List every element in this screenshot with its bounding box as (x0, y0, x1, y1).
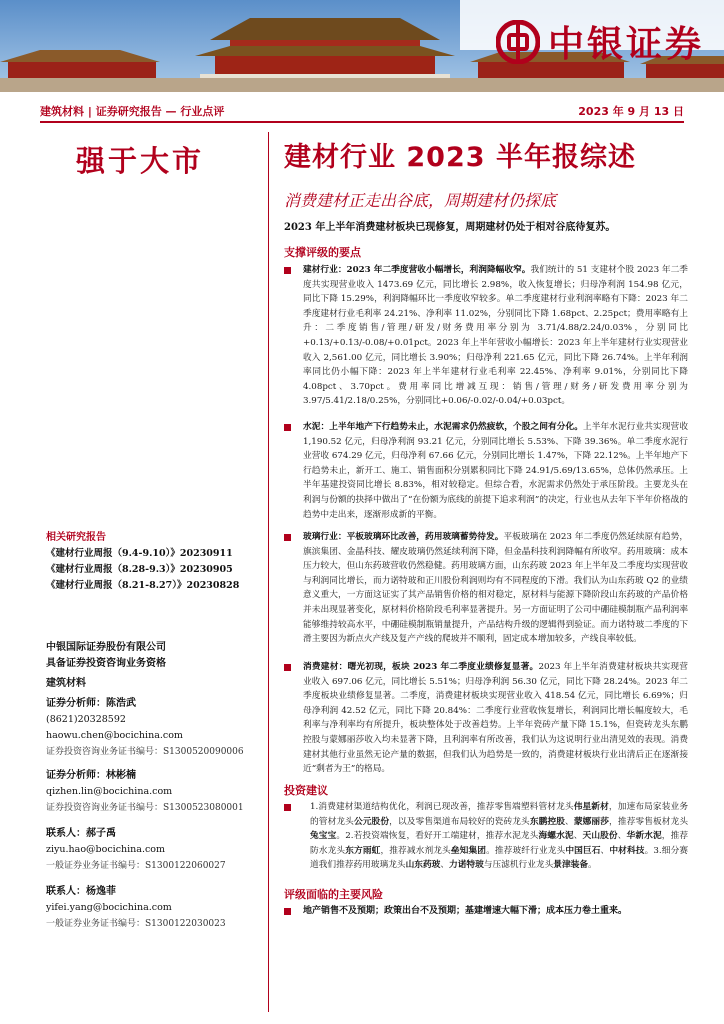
header-banner (0, 0, 724, 92)
report-date: 2023 年 9 月 13 日 (578, 105, 684, 118)
bullet-consumer-materials (284, 660, 688, 778)
boc-logo-icon (496, 20, 540, 64)
text-run: 。2.若投资端恢复，看好开工端建材，推荐水泥龙头 (336, 831, 539, 842)
section-title-key-points: 支撑评级的要点 (284, 246, 361, 259)
risk-item (284, 904, 688, 919)
risk-text: 地产销售不及预期；政策出台不及预期；基建增速大幅下滑；成本压力卷土重来。 (303, 906, 628, 916)
stock-name: 力诺特玻 (449, 860, 484, 871)
bullet-lead: 消费建材：曙光初现，板块 2023 年二季度业绩修复显著。 (303, 662, 539, 672)
text-run: 。3.细分赛道我们推荐药用玻璃龙头 (310, 845, 688, 871)
bullet-cement (284, 420, 688, 526)
stock-name: 景津装备 (553, 860, 588, 871)
report-summary: 2023 年上半年消费建材板块已现修复，周期建材仍处于相对谷底待复苏。 (284, 222, 616, 233)
stock-name: 中材科技 (609, 845, 645, 856)
text-run: 。 (588, 860, 597, 871)
contact-block (46, 884, 268, 932)
text-run: 与压滤机行业龙头 (483, 860, 554, 871)
section-title-investment: 投资建议 (284, 784, 328, 797)
contact-block (46, 826, 268, 874)
contact-email[interactable]: yifei.yang@bocichina.com (46, 902, 172, 913)
analyst-name: 证券分析师：陈浩武 (46, 698, 136, 709)
separator: — (165, 105, 181, 118)
bullet-marker (284, 908, 291, 915)
text-run: 、 (565, 816, 574, 827)
stock-name: 东鹏控股 (529, 816, 566, 827)
stock-name: 垒知集团 (450, 845, 487, 856)
analyst-email[interactable]: haowu.chen@bocichina.com (46, 730, 183, 741)
investment-advice (284, 800, 688, 884)
report-type-label: 证券研究报告 (95, 105, 162, 118)
brand-name: 中银证券 (547, 24, 704, 65)
related-report-item[interactable]: 《建材行业周报（8.21-8.27）》20230828 (46, 580, 240, 591)
text-run: 1.消费建材渠道结构优化，利润已现改善，推荐零售端塑料管材龙头 (310, 802, 574, 812)
analyst-block (46, 696, 268, 760)
brand-logo (496, 16, 704, 67)
bullet-text (303, 660, 688, 778)
bullet-body: 我们统计的 51 支建材个股 2023 年二季度共实现营业收入 1473.69 亿元，同比增长 2.98%，收入恢复增长；归母净利润 154.98 亿元，同比下降 15.29%，利润降幅环比一季度收窄较多。单二季度建材行业利润率略有下降：2023 年二季度建材行业毛利率 24.21%、净利率 11.02%，分别同比下降 1.68pct、2.25pct；费用率略有上升：二季度销售/管理/研发/财务费用率分别为 3.71/4.88/2.24/0.03%，分别同比+0.13/+0.13/-0.08/+0.01pct。2023 年上半年营收小幅增长：2023 年上半年建材行业实现营业收入 2,561.00 亿元，同比增长 3.90%；归母净利 221.65 亿元，同比下降 26.74%。上半年利润率同比仍小幅下降：2023 年上半年建材行业毛利率 22.45%、净利率 9.01%，分别同比下降 4.08pct、3.70pct。费用率同比增减互现：销售/管理/财务/研发费用率分别为 3.97/5.41/2.18/0.25%，分别同比+0.06/-0.02/-0.04/+0.03pct。 (303, 265, 688, 407)
contact-cert: 一般证券业务证书编号：S1300122030023 (46, 919, 226, 929)
bullet-lead: 建材行业：2023 年二季度营收小幅增长，利润降幅收窄。 (303, 265, 531, 275)
analyst-phone: (8621)20328592 (46, 714, 126, 725)
related-reports (46, 530, 266, 594)
text-run: ，推荐防水龙头 (310, 831, 688, 856)
related-report-item[interactable]: 《建材行业周报（8.28-9.3）》20230905 (46, 564, 233, 575)
bullet-body: 平板玻璃在 2023 年二季度仍然延续原有趋势，旗滨集团、金晶科技、耀皮玻璃仍然延续利润下降，但金晶科技利润降幅有所收窄。药用玻璃：成本压力较大，但山东药玻营收仍然稳健。药用玻璃方面，山东药玻 2023 年上半年及二季度均实现营收与利润同比增长，而力诺特玻和正川股份利润则均有不同程度的下滑。我们认为山东药玻 Q2 的业绩意义重大，一方面这证实了其产品销售价格的相对稳定，原材料与能源下降阶段山东药玻的产品价格并未出现显著变化，原材料价格阶段毛利率显著提升。另一方面证明了公司中硼硅模制瓶产品利润率能够维持较高水平，中硼硅模制瓶销量提升，产品结构升级的逻辑得到验证。而力诺特玻二季度的下滑主要因为新点火产线及复产产线的爬坡并不顺利，固定成本增加较多，产线良率较低。 (303, 532, 688, 645)
contact-name: 联系人：郝子禹 (46, 828, 116, 839)
bullet-lead: 玻璃行业：平板玻璃环比改善，药用玻璃蓄势待发。 (303, 532, 504, 542)
bullet-lead: 水泥：上半年地产下行趋势未止，水泥需求仍然疲软，个股之间有分化。 (303, 422, 584, 432)
stock-name: 公元股份 (353, 816, 390, 827)
related-report-item[interactable]: 《建材行业周报（9.4-9.10）》20230911 (46, 548, 233, 559)
bullet-marker (284, 267, 291, 274)
report-title: 建材行业 2023 半年报综述 (284, 142, 636, 173)
stock-name: 蒙娜丽莎 (573, 816, 610, 827)
text-run: ，推荐减水剂龙头 (380, 845, 451, 856)
text-run: 。推荐玻纤行业龙头 (486, 845, 566, 856)
text-run: 、 (617, 831, 627, 842)
stock-name: 中国巨石 (565, 845, 601, 856)
analyst-cert: 证券投资咨询业务证书编号：S1300523080001 (46, 803, 244, 813)
separator: | (87, 105, 96, 118)
stock-name: 海螺水泥 (538, 831, 574, 842)
section-title-risk: 评级面临的主要风险 (284, 888, 383, 901)
analyst-email[interactable]: qizhen.lin@bocichina.com (46, 786, 173, 797)
bullet-text (303, 420, 688, 526)
company-name: 中银国际证券股份有限公司 (46, 642, 166, 653)
bullet-body: 上半年水泥行业共实现营收 1,190.52 亿元，归母净利润 93.21 亿元，分别同比增长 5.53%、下降 39.36%。单二季度水泥行业营收 674.29 亿元，归母净利 67.66 亿元，分别同比增长 1.47%，下降 22.12%。上半年地产下行趋势未止，新开工、施工、销售面积分别累积同比下降 24.91/5.69/13.65%，总体仍然承压。上半年基建投资同比增长 8.83%，相对较稳定。但综合看，水泥需求仍然处于承压阶段。主要龙头在利润与份额的抉择中做出了“在份额为底线的前提下追求利润”的决定，行业也从去年下半年价格战的趋势中走出来，逐渐形成新的平衡。 (303, 422, 688, 520)
stock-name: 兔宝宝 (310, 831, 337, 842)
related-reports-title: 相关研究报告 (46, 532, 106, 543)
text-run: 、 (440, 860, 449, 871)
analyst-block (46, 768, 268, 816)
column-divider (268, 132, 269, 1012)
industry-label: 建筑材料 (46, 678, 86, 689)
report-meta-line (40, 101, 684, 121)
rating-label: 强于大市 (75, 144, 204, 178)
bullet-marker (284, 664, 291, 671)
text-run: 、 (600, 845, 610, 856)
bullet-building-materials (284, 263, 688, 415)
stock-name: 天山股份 (582, 831, 618, 842)
report-category-path (40, 103, 224, 119)
bullet-marker (284, 424, 291, 431)
stock-name: 伟星新材 (573, 802, 609, 812)
stock-name: 东方雨虹 (345, 845, 381, 856)
report-subtitle: 消费建材正走出谷底，周期建材仍探底 (284, 191, 557, 210)
sub-type-label: 行业点评 (180, 105, 225, 118)
contact-email[interactable]: ziyu.hao@bocichina.com (46, 844, 166, 855)
stock-name: 华新水泥 (626, 831, 662, 842)
investment-text (310, 800, 688, 884)
contact-cert: 一般证券业务证书编号：S1300122060027 (46, 861, 226, 871)
analyst-cert: 证券投资咨询业务证书编号：S1300520090006 (46, 747, 244, 757)
company-qualification: 具备证券投资咨询业务资格 (46, 658, 166, 669)
text-run: 、 (573, 831, 583, 842)
bullet-glass (284, 530, 688, 654)
bullet-text (303, 530, 688, 654)
text-run: ，加速布局家装业务的管材龙头 (310, 802, 688, 827)
header-rule (40, 121, 684, 123)
stock-name: 山东药玻 (405, 860, 441, 871)
bullet-body: 2023 年上半年消费建材板块共实现营业收入 697.06 亿元，同比增长 5.51%；归母净利润 56.30 亿元，同比下降 28.24%。2023 年二季度板块业绩修复显著。二季度，消费建材板块实现营业收入 418.54 亿元，同比增长 6.69%；归母净利润 42.52 亿元，同比下降 20.84%：二季度行业营收恢复增长，利润同比增长幅度较大，毛利率与净利率均有所提升，板块整体处于改善趋势。上半年瓷砖产量下降 15.1%，但瓷砖龙头东鹏控股与蒙娜丽莎收入均未显著下降，且利润率有所改善，我们认为这说明行业出清见效的表现。消费建材其他行业虽然无论产量的数据，但我们认为趋势是一致的，消费建材板块行业出清后正在逐渐接近“剩者为王”的格局。 (303, 662, 688, 775)
bullet-marker (284, 804, 291, 811)
category-label: 建筑材料 (40, 105, 84, 118)
bullet-text (303, 263, 688, 415)
text-run: ，推荐零售板材龙头 (609, 816, 688, 827)
bullet-marker (284, 534, 291, 541)
contact-name: 联系人：杨逸菲 (46, 886, 116, 897)
analyst-name: 证券分析师：林彬楠 (46, 770, 136, 781)
text-run: ，以及零售渠道布局较好的瓷砖龙头 (389, 816, 530, 827)
company-info (46, 640, 266, 692)
